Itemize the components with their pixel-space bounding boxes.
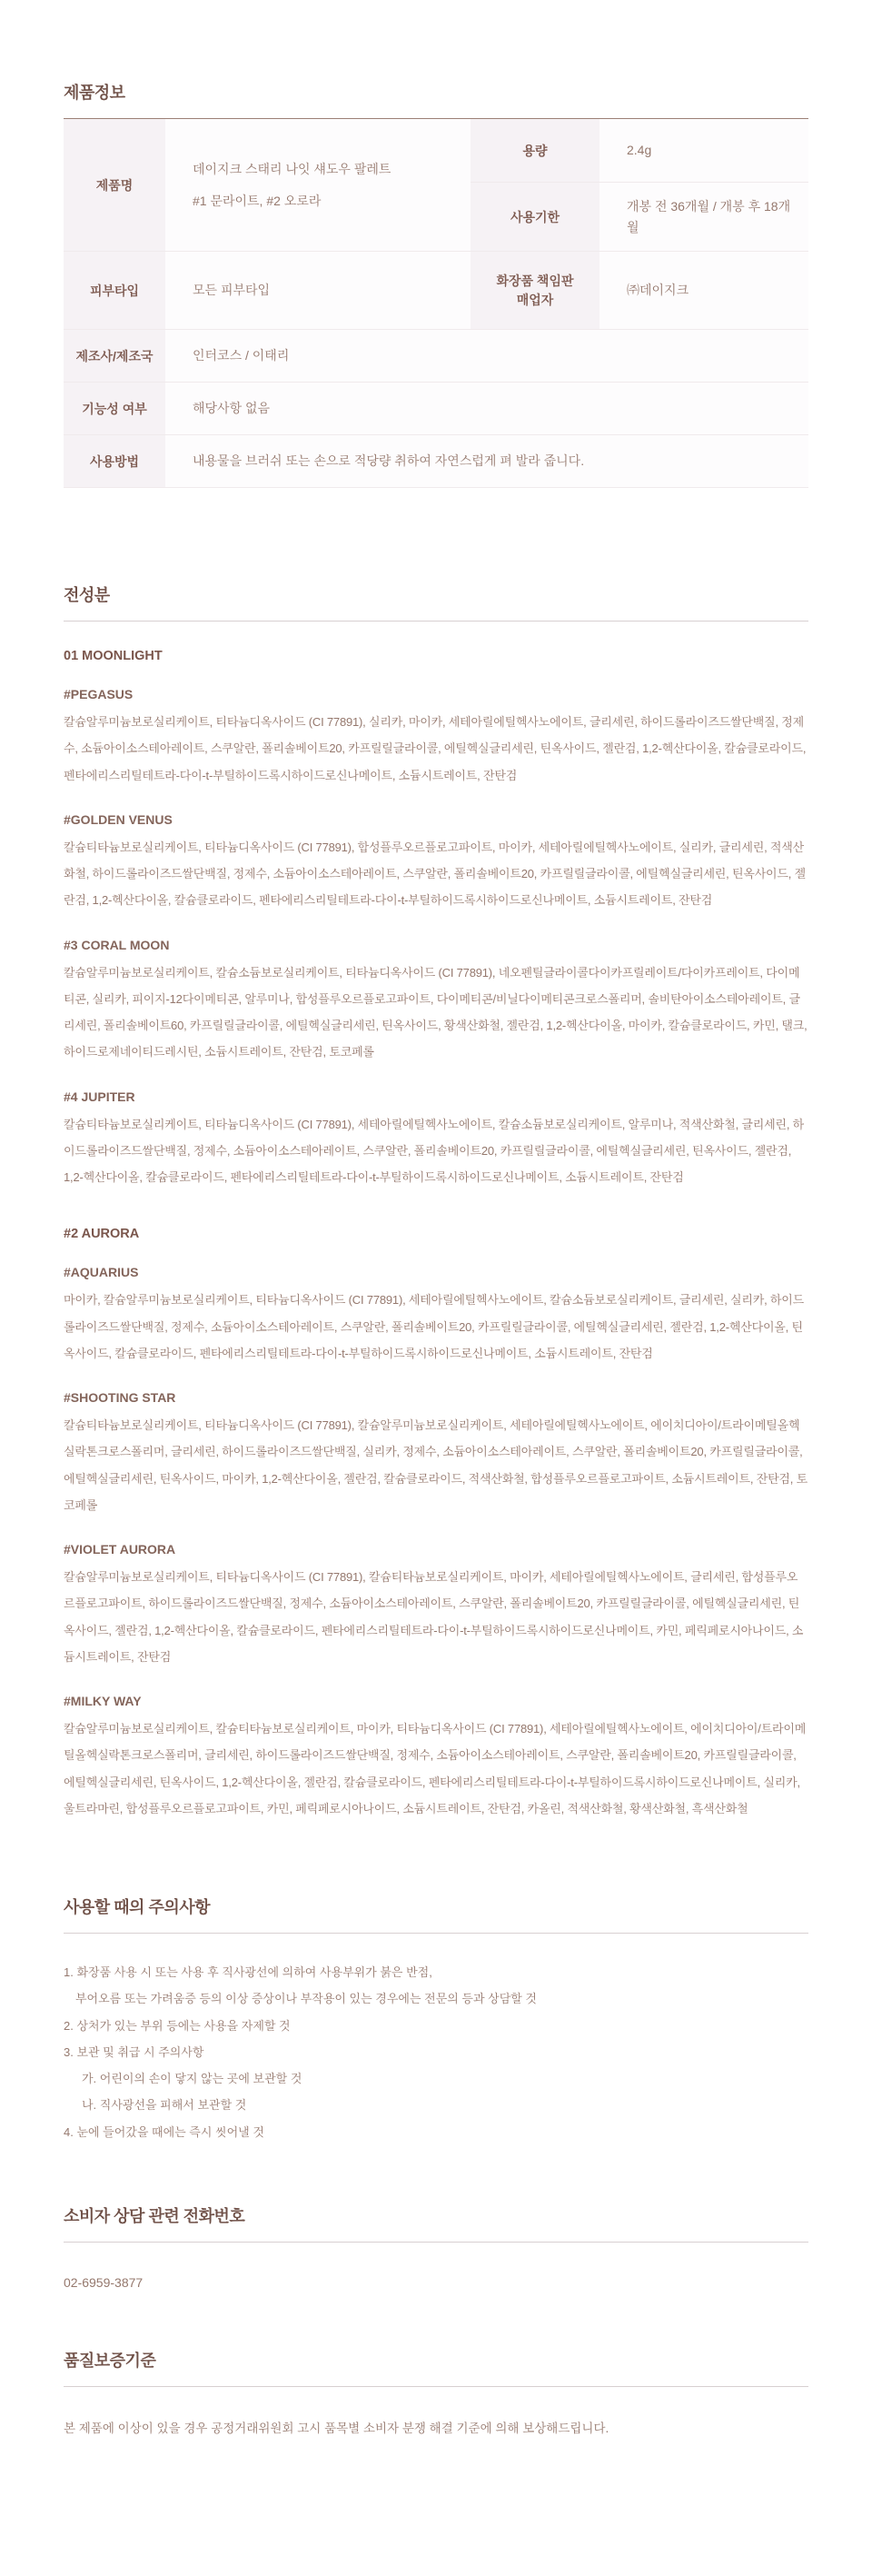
ingredients-title: 전성분 — [64, 586, 110, 604]
warranty-text: 본 제품에 이상이 있을 경우 공정거래위원회 고시 품목별 소비자 분쟁 해결 기준에 의해 보상해드립니다. — [64, 2421, 609, 2435]
shade-name: #PEGASUS — [64, 687, 134, 701]
product-name-line2: #1 문라이트, #2 오로라 — [193, 193, 322, 208]
precaution-line: 1. 화장품 사용 시 또는 사용 후 직사광선에 의하여 사용부위가 붉은 반점, — [64, 1965, 432, 1979]
manufacturer-label: 제조사/제조국 — [64, 330, 165, 383]
product-info-table — [64, 119, 808, 488]
ingredients-divider — [64, 621, 808, 622]
shade-name: #3 CORAL MOON — [64, 937, 170, 952]
shade-ingredients: 칼슘알루미늄보로실리케이트, 칼슘소듐보로실리케이트, 티타늄디옥사이드 (CI 77891), 네오펜틸글라이콜다이카프릴레이트/다이카프레이트, 다이메티콘, 실리카, 피이지-12다이메티콘, 알루미나, 합성플루오르플로고파이트, 다이메티콘/비닐다이메티콘크로스폴리머, 솔비탄아이소스테아레이트, 글리세린, 폴리솔베이트60, 카프릴릴글라이콜, 에틸헥실글리세린, 틴옥사이드, 황색산화철, 젤란검, 1,2-헥산다이올, 마이카, 칼슘클로라이드, 카민, 탤크, 하이드로제네이티드레시틴, 소듐시트레이트, 잔탄검, 토코페롤 — [64, 965, 808, 1059]
shade-name: #AQUARIUS — [64, 1265, 139, 1280]
shade-ingredients: 칼슘알루미늄보로실리케이트, 티타늄디옥사이드 (CI 77891), 칼슘티타늄보로실리케이트, 마이카, 세테아릴에틸헥사노에이트, 글리세린, 합성플루오르플로고파이트, 하이드롤라이즈드쌀단백질, 정제수, 소듐아이소스테아레이트, 스쿠알란, 폴리솔베이트20, 카프릴릴글라이콜, 에틸헥실글리세린, 틴옥사이드, 젤란검, 1,2-헥산다이올, 칼슘클로라이드, 펜타에리스리틸테트라-다이-t-부틸하이드록시하이드로신나메이트, 카민, 페릭페로시아나이드, 소듐시트레이트, 잔탄검 — [64, 1570, 804, 1664]
manufacturer-value: 인터코스 / 이태리 — [165, 330, 808, 383]
shade-group-title: 01 MOONLIGHT — [64, 649, 163, 663]
usage-label: 사용방법 — [64, 435, 165, 488]
shade-name: #GOLDEN VENUS — [64, 811, 173, 827]
usage-value: 내용물을 브러쉬 또는 손으로 적당량 취하여 자연스럽게 펴 발라 줍니다. — [165, 435, 808, 488]
precautions-title: 사용할 때의 주의사항 — [64, 1898, 210, 1916]
functional-value: 해당사항 없음 — [165, 383, 808, 435]
warranty-section — [64, 2348, 808, 2440]
product-info-section — [64, 80, 808, 488]
product-name-label: 제품명 — [64, 119, 165, 252]
shade-ingredients: 칼슘티타늄보로실리케이트, 티타늄디옥사이드 (CI 77891), 합성플루오르플로고파이트, 마이카, 세테아릴에틸헥사노에이트, 실리카, 글리세린, 적색산화철, 하이드롤라이즈드쌀단백질, 정제수, 소듐아이소스테아레이트, 스쿠알란, 폴리솔베이트20, 카프릴릴글라이콜, 에틸헥실글리세린, 틴옥사이드, 젤란검, 1,2-헥산다이올, 칼슘클로라이드, 펜타에리스리틸테트라-다이-t-부틸하이드록시하이드로신나메이트, 소듐시트레이트, 잔탄검 — [64, 840, 806, 908]
shade-name: #SHOOTING STAR — [64, 1390, 176, 1405]
functional-label: 기능성 여부 — [64, 383, 165, 435]
product-name-line1: 데이지크 스태리 나잇 섀도우 팔레트 — [193, 161, 391, 176]
expiry-label: 사용기한 — [471, 183, 600, 252]
shade-ingredients: 칼슘티타늄보로실리케이트, 티타늄디옥사이드 (CI 77891), 칼슘알루미늄보로실리케이트, 세테아릴에틸헥사노에이트, 에이치디아이/트라이메틸올헥실락톤크로스폴리머, 글리세린, 하이드롤라이즈드쌀단백질, 실리카, 정제수, 소듐아이소스테아레이트, 스쿠알란, 폴리솔베이트20, 카프릴릴글라이콜, 에틸헥실글리세린, 틴옥사이드, 마이카, 1,2-헥산다이올, 젤란검, 칼슘클로라이드, 적색산화철, 합성플루오르플로고파이트, 소듐시트레이트, 잔탄검, 토코페롤 — [64, 1418, 808, 1512]
warranty-title: 품질보증기준 — [64, 2351, 156, 2370]
precaution-line: 2. 상처가 있는 부위 등에는 사용을 자제할 것 — [64, 2018, 291, 2033]
shade-name: #4 JUPITER — [64, 1089, 135, 1104]
warranty-divider — [64, 2386, 808, 2387]
contact-title: 소비자 상담 관련 전화번호 — [64, 2206, 245, 2225]
expiry-value: 개봉 전 36개월 / 개봉 후 18개월 — [600, 183, 808, 252]
seller-value: ㈜데이지크 — [600, 252, 808, 330]
customer-service-phone: 02-6959-3877 — [64, 2274, 144, 2290]
shade-group-title: #2 AURORA — [64, 1227, 140, 1242]
shade-name: #MILKY WAY — [64, 1694, 142, 1708]
shade-ingredients: 칼슘알루미늄보로실리케이트, 칼슘티타늄보로실리케이트, 마이카, 티타늄디옥사이드 (CI 77891), 세테아릴에틸헥사노에이트, 에이치디아이/트라이메틸올헥실락톤크로스폴리머, 글리세린, 하이드롤라이즈드쌀단백질, 정제수, 소듐아이소스테아레이트, 스쿠알란, 폴리솔베이트20, 카프릴릴글라이콜, 에틸헥실글리세린, 틴옥사이드, 1,2-헥산다이올, 젤란검, 칼슘클로라이드, 펜타에리스리틸테트라-다이-t-부틸하이드록시하이드로신나메이트, 실리카, 울트라마린, 합성플루오르플로고파이트, 카민, 페릭페로시아나이드, 소듐시트레이트, 잔탄검, 카올린, 적색산화철, 황색산화철, 흑색산화철 — [64, 1722, 807, 1815]
volume-value: 2.4g — [600, 119, 808, 183]
skin-type-value: 모든 피부타입 — [165, 252, 471, 330]
seller-label — [471, 252, 600, 330]
precaution-line: 부어오름 또는 가려움증 등의 이상 증상이나 부작용이 있는 경우에는 전문의 등과 상담할 것 — [75, 1992, 537, 2006]
shade-ingredients: 마이카, 칼슘알루미늄보로실리케이트, 티타늄디옥사이드 (CI 77891), 세테아릴에틸헥사노에이트, 칼슘소듐보로실리케이트, 글리세린, 실리카, 하이드롤라이즈드쌀단백질, 정제수, 소듐아이소스테아레이트, 스쿠알란, 폴리솔베이트20, 카프릴릴글라이콜, 에틸헥실글리세린, 젤란검, 1,2-헥산다이올, 틴옥사이드, 칼슘클로라이드, 펜타에리스리틸테트라-다이-t-부틸하이드록시하이드로신나메이트, 소듐시트레이트, 잔탄검 — [64, 1293, 805, 1360]
skin-type-label: 피부타입 — [64, 252, 165, 330]
product-info-title: 제품정보 — [64, 84, 125, 102]
precaution-line: 4. 눈에 들어갔을 때에는 즉시 씻어낼 것 — [64, 2124, 264, 2139]
precautions-section — [64, 1895, 808, 2145]
precaution-line: 가. 어린이의 손이 닿지 않는 곳에 보관할 것 — [82, 2072, 302, 2085]
precautions-list — [64, 1959, 808, 2145]
seller-label-text: 화장품 책임판매업자 — [496, 273, 574, 307]
shade-ingredients: 칼슘알루미늄보로실리케이트, 티타늄디옥사이드 (CI 77891), 실리카, 마이카, 세테아릴에틸헥사노에이트, 글리세린, 하이드롤라이즈드쌀단백질, 정제수, 소듐아이소스테아레이트, 스쿠알란, 폴리솔베이트20, 카프릴릴글라이콜, 에틸헥실글리세린, 틴옥사이드, 젤란검, 1,2-헥산다이올, 칼슘클로라이드, 펜타에리스리틸테트라-다이-t-부틸하이드록시하이드로신나메이트, 소듐시트레이트, 잔탄검 — [64, 715, 807, 782]
ingredients-section — [64, 582, 808, 1822]
shade-name: #VIOLET AURORA — [64, 1542, 176, 1557]
volume-label: 용량 — [471, 119, 600, 183]
contact-section — [64, 2203, 808, 2290]
precaution-line: 나. 직사광선을 피해서 보관할 것 — [82, 2098, 247, 2113]
contact-divider — [64, 2242, 808, 2243]
product-name-lines — [193, 154, 391, 217]
shade-ingredients: 칼슘티타늄보로실리케이트, 티타늄디옥사이드 (CI 77891), 세테아릴에틸헥사노에이트, 칼슘소듐보로실리케이트, 알루미나, 적색산화철, 글리세린, 하이드롤라이즈드쌀단백질, 정제수, 소듐아이소스테아레이트, 스쿠알란, 폴리솔베이트20, 카프릴릴글라이콜, 에틸헥실글리세린, 틴옥사이드, 젤란검, 1,2-헥산다이올, 칼슘클로라이드, 펜타에리스리틸테트라-다이-t-부틸하이드록시하이드로신나메이트, 소듐시트레이트, 잔탄검 — [64, 1117, 805, 1184]
ingredients-body — [64, 649, 808, 1822]
precautions-divider — [64, 1933, 808, 1934]
precaution-line: 3. 보관 및 취급 시 주의사항 — [64, 2044, 204, 2059]
product-name-value — [165, 119, 471, 252]
